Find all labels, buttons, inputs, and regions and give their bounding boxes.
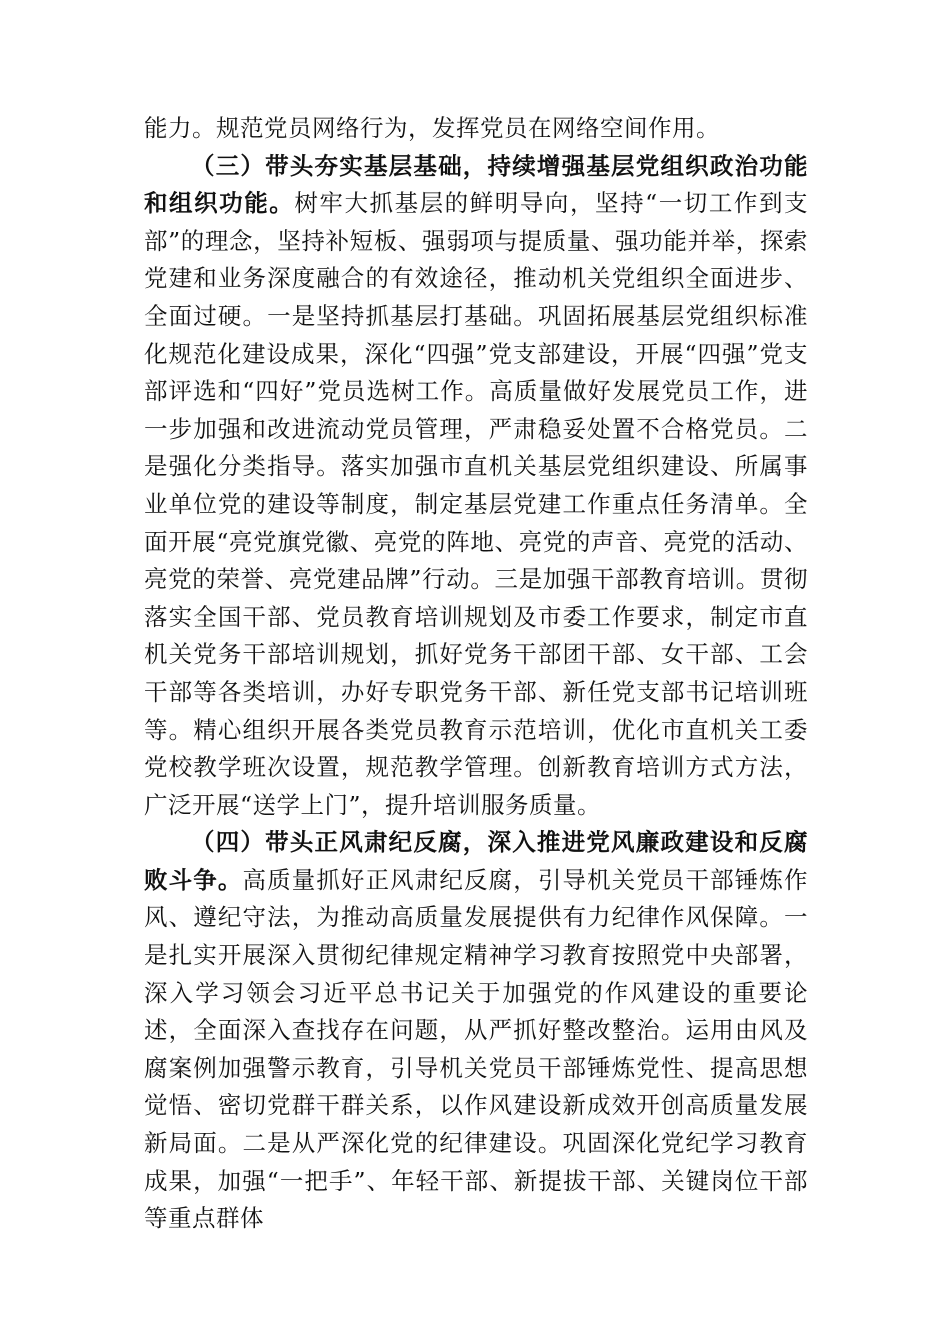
section-heading-3: （三）带头夯实基层基础，持续增强基层党组织政治功能和组织功能。 [144, 151, 808, 218]
paragraph-continuation [144, 110, 808, 148]
paragraph-body-text: 高质量抓好正风肃纪反腐，引导机关党员干部锤炼作风、遵纪守法，为推动高质量发展提供有力纪律作风保障。一是扎实开展深入贯彻纪律规定精神学习教育按照党中央部署，深入学习领会习近平总书记关于加强党的作风建设的重要论述，全面深入查找存在问题，从严抓好整改整治。运用由风及腐案例加强警示教育，引导机关党员干部锤炼党性、提高思想觉悟、密切党群干群关系，以作风建设新成效开创高质量发展新局面。二是从严深化党的纪律建设。巩固深化党纪学习教育成果，加强“一把手”、年轻干部、新提拔干部、关键岗位干部等重点群体 [144, 865, 809, 1233]
section-heading-4: （四）带头正风肃纪反腐，深入推进党风廉政建设和反腐败斗争。 [144, 828, 808, 894]
document-body [144, 110, 808, 1238]
paragraph-body-text: 能力。规范党员网络行为，发挥党员在网络空间作用。 [144, 114, 720, 142]
paragraph-body-text: 树牢大抓基层的鲜明导向，坚持“一切工作到支部”的理念，坚持补短板、强弱项与提质量、强功能并举，探索党建和业务深度融合的有效途径，推动机关党组织全面进步、全面过硬。一是坚持抓基层打基础。巩固拓展基层党组织标准化规范化建设成果，深化“四强”党支部建设，开展“四强”党支部评选和“四好”党员选树工作。高质量做好发展党员工作，进一步加强和改进流动党员管理，严肃稳妥处置不合格党员。二是强化分类指导。落实加强市直机关基层党组织建设、所属事业单位党的建设等制度，制定基层党建工作重点任务清单。全面开展“亮党旗党徽、亮党的阵地、亮党的声音、亮党的活动、亮党的荣誉、亮党建品牌”行动。三是加强干部教育培训。贯彻落实全国干部、党员教育培训规划及市委工作要求，制定市直机关党务干部培训规划，抓好党务干部团干部、女干部、工会干部等各类培训，办好专职党务干部、新任党支部书记培训班等。精心组织开展各类党员教育示范培训，优化市直机关工委党校教学班次设置，规范教学管理。创新教育培训方式方法，广泛开展“送学上门”，提升培训服务质量。 [144, 189, 808, 819]
paragraph-section-4 [144, 824, 808, 1238]
paragraph-section-3 [144, 148, 808, 825]
